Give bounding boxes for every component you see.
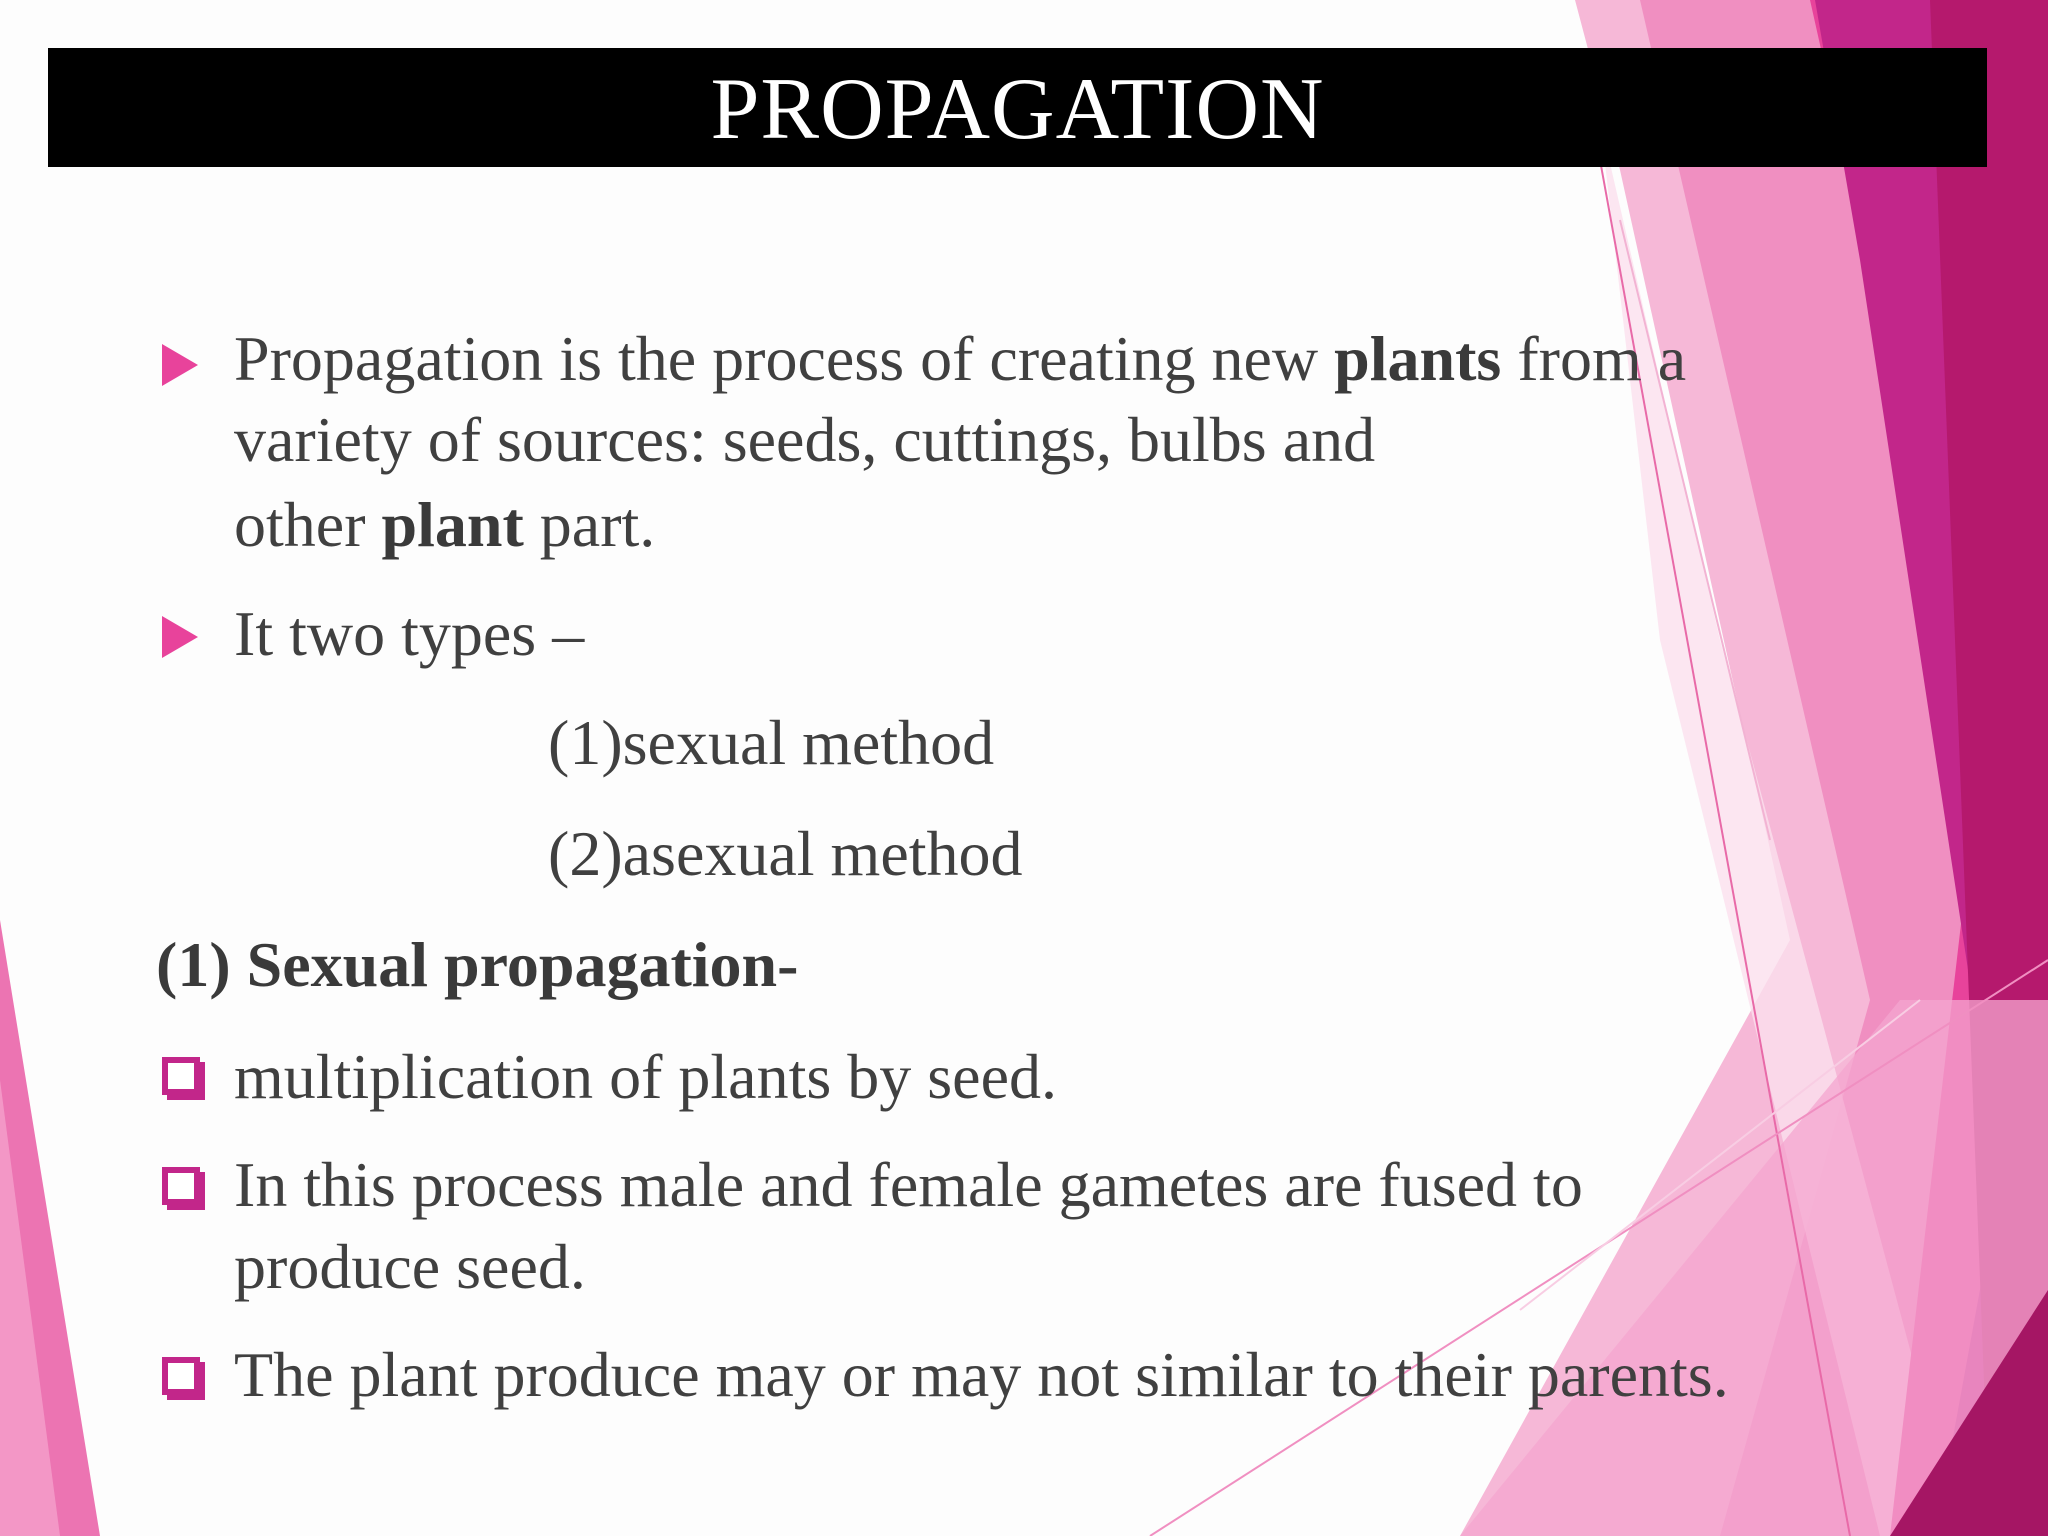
bullet-1-line-2: variety of sources: seeds, cuttings, bulbs and — [234, 404, 1376, 475]
bullet-1-keyword-plant: plant — [381, 489, 524, 560]
bullet-2-text: It two types – — [234, 598, 585, 669]
checkbox-bullet-icon — [162, 1057, 200, 1095]
bullet-1-text-c: from a — [1501, 323, 1687, 394]
point-2-line-1: In this process male and female gametes are fused to — [234, 1149, 1583, 1220]
subheading-sexual-propagation — [156, 928, 798, 1002]
slide-title: PROPAGATION — [710, 60, 1325, 158]
point-1-text: multiplication of plants by seed. — [234, 1041, 1057, 1112]
triangle-bullet-icon — [162, 344, 198, 386]
type-asexual-method: (2)asexual method — [548, 818, 1023, 889]
bullet-1-line-3-a: other — [234, 489, 382, 560]
point-3-text: The plant produce may or may not similar to their parents. — [234, 1339, 1729, 1410]
bullet-1-line-1 — [234, 322, 1686, 396]
checkbox-bullet-icon — [162, 1357, 200, 1395]
subheading-text: (1) Sexual propagation- — [156, 929, 799, 1000]
point-2-line-2: produce seed. — [234, 1231, 586, 1302]
title-bar — [48, 48, 1987, 167]
type-sexual-method: (1)sexual method — [548, 707, 995, 778]
triangle-bullet-icon — [162, 616, 198, 658]
bullet-1-text-a: Propagation is the process of creating new — [234, 323, 1335, 394]
bullet-1-line-3-c: part. — [523, 489, 656, 560]
bullet-1-line-3 — [234, 488, 655, 562]
checkbox-bullet-icon — [162, 1167, 200, 1205]
bullet-1-keyword-plants: plants — [1334, 323, 1502, 394]
